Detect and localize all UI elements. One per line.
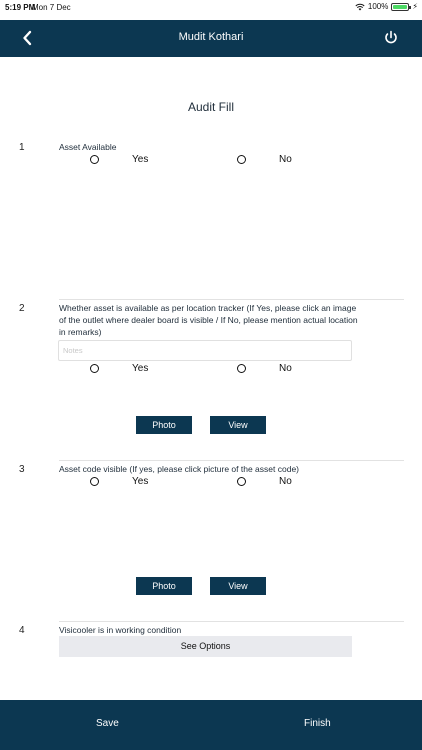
radio-yes[interactable] bbox=[90, 364, 99, 373]
header-title: Mudit Kothari bbox=[178, 31, 244, 43]
question-number: 4 bbox=[19, 625, 25, 636]
radio-yes[interactable] bbox=[90, 155, 99, 164]
divider bbox=[59, 299, 404, 300]
battery-percent: 100% bbox=[367, 2, 389, 11]
view-button[interactable]: View bbox=[210, 416, 266, 434]
photo-button[interactable]: Photo bbox=[136, 577, 192, 595]
option-yes-label: Yes bbox=[132, 363, 149, 374]
divider bbox=[59, 460, 404, 461]
nav-bar bbox=[0, 20, 422, 57]
question-number: 1 bbox=[19, 142, 25, 153]
photo-button[interactable]: Photo bbox=[136, 416, 192, 434]
status-indicators bbox=[355, 2, 418, 11]
page-title: Audit Fill bbox=[187, 100, 234, 114]
option-no-label: No bbox=[279, 154, 292, 165]
finish-button[interactable]: Finish bbox=[304, 718, 331, 729]
battery-icon bbox=[391, 3, 409, 11]
radio-yes[interactable] bbox=[90, 477, 99, 486]
notes-input[interactable] bbox=[58, 340, 352, 361]
power-icon[interactable] bbox=[382, 29, 400, 47]
radio-no[interactable] bbox=[237, 364, 246, 373]
bottom-bar bbox=[0, 700, 422, 750]
question-text: Asset Available bbox=[59, 142, 117, 152]
status-date: Mon 7 Dec bbox=[32, 3, 71, 12]
option-yes-label: Yes bbox=[132, 154, 149, 165]
question-number: 2 bbox=[19, 303, 25, 314]
radio-no[interactable] bbox=[237, 477, 246, 486]
charging-icon: ⚡ bbox=[412, 2, 418, 11]
question-number: 3 bbox=[19, 464, 25, 475]
view-button[interactable]: View bbox=[210, 577, 266, 595]
save-button[interactable]: Save bbox=[96, 718, 119, 729]
see-options-button[interactable]: See Options bbox=[59, 636, 352, 657]
radio-no[interactable] bbox=[237, 155, 246, 164]
status-time: 5:19 PM bbox=[5, 3, 36, 12]
option-no-label: No bbox=[279, 476, 292, 487]
option-yes-label: Yes bbox=[132, 476, 149, 487]
question-text: Whether asset is available as per location tracker (If Yes, please click an image of the outlet where dealer board is visible / If No, please mention actual location in remarks) bbox=[59, 303, 358, 337]
status-bar bbox=[0, 0, 422, 16]
question-text: Asset code visible (If yes, please click picture of the asset code) bbox=[59, 464, 300, 474]
option-no-label: No bbox=[279, 363, 292, 374]
question-text: Visicooler is in working condition bbox=[59, 625, 182, 635]
divider bbox=[59, 621, 404, 622]
wifi-icon bbox=[355, 3, 365, 11]
